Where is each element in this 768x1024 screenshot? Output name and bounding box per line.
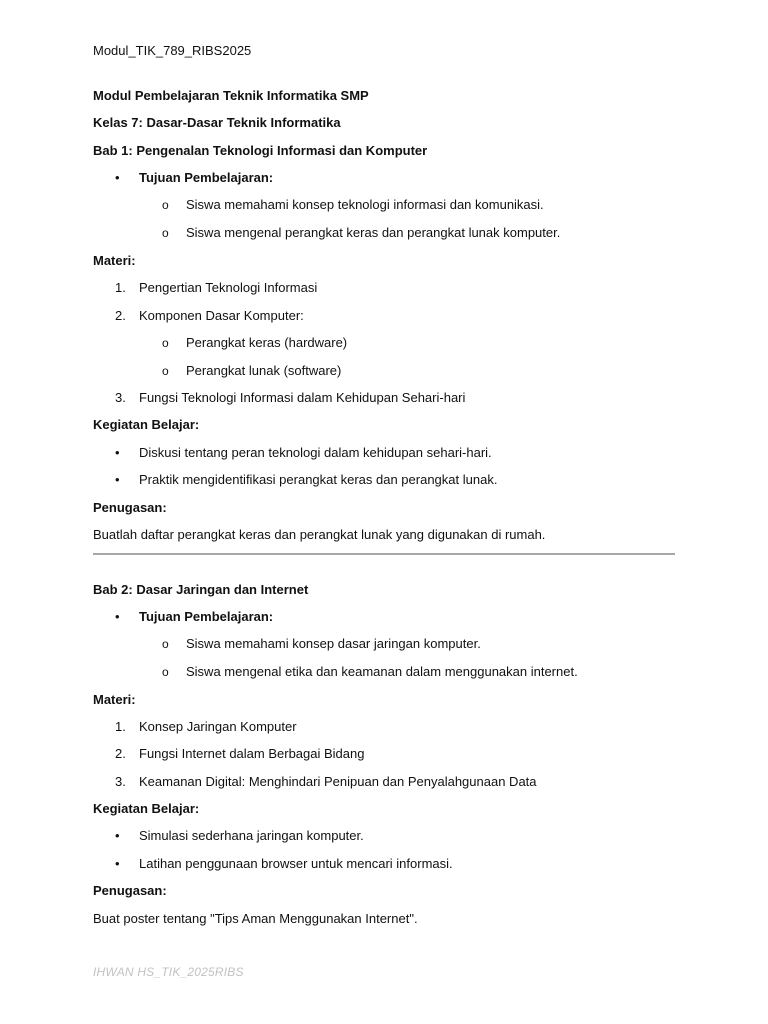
- chapter-2-objective: Siswa mengenal etika dan keamanan dalam menggunakan internet.: [186, 664, 578, 679]
- list-number: 2.: [115, 308, 126, 323]
- document-footer: IHWAN HS_TIK_2025RIBS: [93, 965, 244, 979]
- list-number: 3.: [115, 774, 126, 789]
- chapter-1-material: Fungsi Teknologi Informasi dalam Kehidupan Sehari-hari: [139, 390, 466, 405]
- chapter-1-activities-label: Kegiatan Belajar:: [93, 417, 200, 432]
- chapter-1-materials-label: Materi:: [93, 253, 136, 268]
- computer-component: Perangkat lunak (software): [186, 363, 342, 378]
- bullet-marker: •: [115, 609, 120, 624]
- sub-bullet-marker: o: [162, 637, 169, 651]
- list-number: 1.: [115, 280, 126, 295]
- chapter-2-material: Keamanan Digital: Menghindari Penipuan dan Penyalahgunaan Data: [139, 774, 537, 789]
- chapter-2-material: Fungsi Internet dalam Berbagai Bidang: [139, 746, 365, 761]
- section-divider: [93, 553, 675, 555]
- sub-bullet-marker: o: [162, 665, 169, 679]
- list-number: 2.: [115, 746, 126, 761]
- bullet-marker: •: [115, 445, 120, 460]
- chapter-1-activity: Diskusi tentang peran teknologi dalam kehidupan sehari-hari.: [139, 445, 492, 460]
- sub-bullet-marker: o: [162, 336, 169, 350]
- chapter-2-materials-label: Materi:: [93, 692, 136, 707]
- chapter-1-objectives-label: Tujuan Pembelajaran:: [139, 170, 274, 185]
- computer-component: Perangkat keras (hardware): [186, 335, 348, 350]
- chapter-2-activity: Simulasi sederhana jaringan komputer.: [139, 828, 364, 843]
- chapter-2-heading: Bab 2: Dasar Jaringan dan Internet: [93, 582, 309, 597]
- bullet-marker: •: [115, 856, 120, 871]
- chapter-2-assignment-label: Penugasan:: [93, 883, 167, 898]
- chapter-1-objective: Siswa mengenal perangkat keras dan perangkat lunak komputer.: [186, 225, 561, 240]
- chapter-1-heading: Bab 1: Pengenalan Teknologi Informasi dan Komputer: [93, 143, 428, 158]
- chapter-1-material: Komponen Dasar Komputer:: [139, 308, 304, 323]
- chapter-1-material: Pengertian Teknologi Informasi: [139, 280, 318, 295]
- chapter-1-assignment: Buatlah daftar perangkat keras dan perangkat lunak yang digunakan di rumah.: [93, 527, 546, 542]
- chapter-1-objective: Siswa memahami konsep teknologi informasi dan komunikasi.: [186, 197, 544, 212]
- chapter-2-objectives-label: Tujuan Pembelajaran:: [139, 609, 274, 624]
- chapter-2-assignment: Buat poster tentang "Tips Aman Menggunakan Internet".: [93, 911, 418, 926]
- list-number: 1.: [115, 719, 126, 734]
- bullet-marker: •: [115, 828, 120, 843]
- bullet-marker: •: [115, 472, 120, 487]
- sub-bullet-marker: o: [162, 198, 169, 212]
- chapter-2-material: Konsep Jaringan Komputer: [139, 719, 297, 734]
- class-heading: Kelas 7: Dasar-Dasar Teknik Informatika: [93, 115, 341, 130]
- sub-bullet-marker: o: [162, 364, 169, 378]
- chapter-2-activities-label: Kegiatan Belajar:: [93, 801, 200, 816]
- sub-bullet-marker: o: [162, 226, 169, 240]
- chapter-1-activity: Praktik mengidentifikasi perangkat keras dan perangkat lunak.: [139, 472, 498, 487]
- document-title: Modul Pembelajaran Teknik Informatika SMP: [93, 88, 369, 103]
- chapter-1-assignment-label: Penugasan:: [93, 500, 167, 515]
- list-number: 3.: [115, 390, 126, 405]
- chapter-2-objective: Siswa memahami konsep dasar jaringan komputer.: [186, 636, 481, 651]
- chapter-2-activity: Latihan penggunaan browser untuk mencari informasi.: [139, 856, 453, 871]
- document-header: Modul_TIK_789_RIBS2025: [93, 43, 252, 58]
- bullet-marker: •: [115, 170, 120, 185]
